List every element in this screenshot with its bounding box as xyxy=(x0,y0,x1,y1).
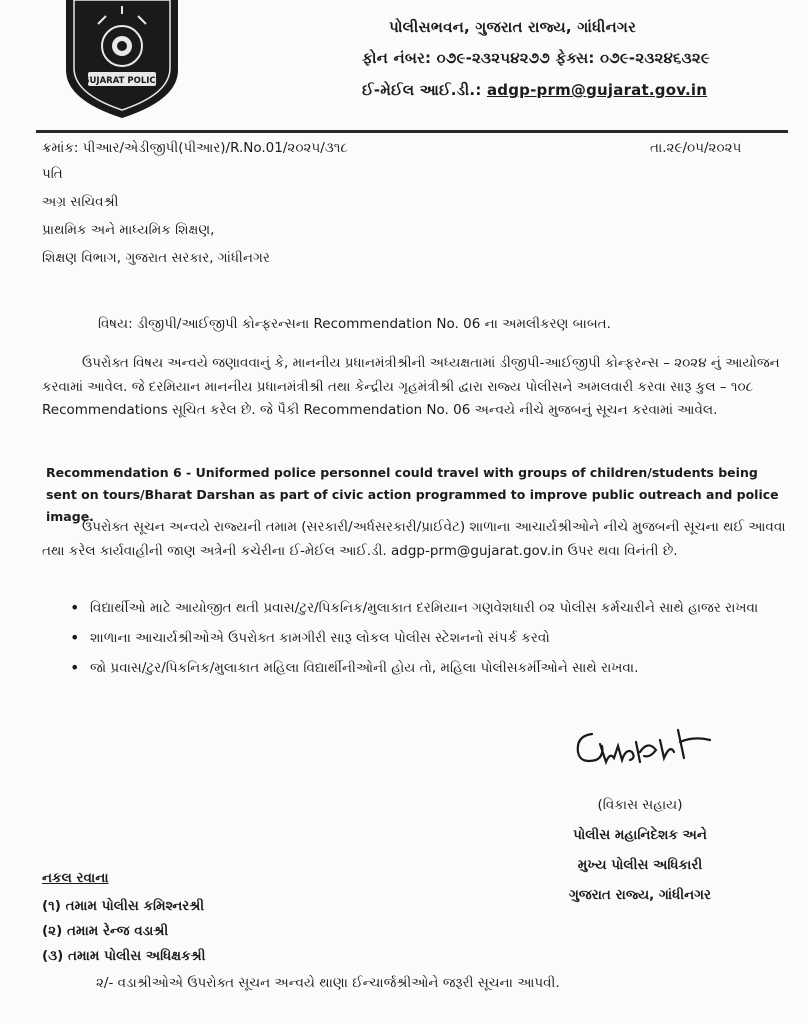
copies-note: ૨/- વડાશ્રીઓએ ઉપરોક્ત સૂચન અન્વયે થાણા ઈન્ચાર્જશ્રીઓને જરૂરી સૂચના આપવી. xyxy=(96,975,560,991)
instruction-list xyxy=(70,596,790,686)
recipient-prefix: પતિ xyxy=(42,166,63,182)
signatory-name: (વિકાસ સહાય) xyxy=(597,797,683,813)
instruction-item: • વિદ્યાર્થીઓ માટે આયોજીત થતી પ્રવાસ/ટુર/પિકનિક/મુલાકાત દરમિયાન ગણવેશધારી ૦૨ પોલીસ કર્મચારીને સાથે હાજર રાખવા xyxy=(70,596,790,620)
reference-number: ક્રમાંક: પીઆર/એડીજીપી(પીઆર)/R.No.01/૨૦૨૫/૩૧૮ xyxy=(42,140,348,156)
signatory-title: પોલીસ મહાનિદેશક અને xyxy=(573,827,707,843)
recipient-line: પ્રાથમિક અને માધ્યમિક શિક્ષણ, xyxy=(42,222,215,238)
body-paragraph-1 xyxy=(42,352,792,423)
handwritten-signature xyxy=(570,722,720,774)
logo-text: GUJARAT POLICE xyxy=(82,76,162,86)
header-email-link[interactable]: adgp-prm@gujarat.gov.in xyxy=(486,81,708,99)
instruction-item: • શાળાના આચાર્યશ્રીઓએ ઉપરોક્ત કામગીરી સારૂ લોકલ પોલીસ સ્ટેશનનો સંપર્ક કરવો xyxy=(70,626,790,650)
signature-block xyxy=(540,790,740,910)
email-label: ઈ-મેઈલ આઈ.ડી.: xyxy=(362,81,482,99)
body-paragraph-2 xyxy=(42,516,792,563)
paragraph-text: ઉપરોક્ત સૂચન અન્વયે રાજ્યની તમામ (સરકારી/અર્ધસરકારી/પ્રાઈવેટ) શાળાના આચાર્યશ્રીઓને નીચે મુજબની સૂચના થઈ આવવા તથા કરેલ કાર્યવાહીની જાણ અત્રેની કચેરીના ઈ-મેઈલ આઈ.ડી. adgp-prm@gujarat.gov.in ઉપર થવા વિનંતી છે. xyxy=(42,519,786,559)
header-phone-fax: ફોન નંબર: ૦૭૯-૨૩૨૫૪૨૭૭ ફેક્સ: ૦૭૯-૨૩૨૪૬૩૨૯ xyxy=(362,49,710,67)
copy-item: (૩) તમામ પોલીસ અધિક્ષકશ્રી xyxy=(42,948,206,964)
gujarat-police-logo xyxy=(58,0,186,118)
paragraph-text: ઉપરોક્ત વિષય અન્વયે જણાવવાનું કે, માનનીય પ્રધાનમંત્રીશ્રીની અધ્યક્ષતામાં ડીજીપી-આઈજીપી કોન્ફરન્સ – ૨૦૨૪ નું આયોજન કરવામાં આવેલ. જે દરમિયાન માનનીય પ્રધાનમંત્રીશ્રી તથા કેન્દ્રીય ગૃહમંત્રીશ્રી દ્વારા રાજ્ય પોલીસને અમલવારી કરવા સારૂ કુલ – ૧૦૮ Recommendations સૂચિત કરેલ છે. જે પૈકી Recommendation No. 06 અન્વયે નીચે મુજબનું સૂચન કરવામાં આવેલ. xyxy=(42,355,780,418)
header-address: પોલીસભવન, ગુજરાત રાજ્ય, ગાંધીનગર xyxy=(389,18,637,36)
recipient-line: શિક્ષણ વિભાગ, ગુજરાત સરકાર, ગાંધીનગર xyxy=(42,250,270,266)
signatory-title: મુખ્ય પોલીસ અધિકારી xyxy=(577,857,703,873)
copy-item: (૧) તમામ પોલીસ કમિશ્નરશ્રી xyxy=(42,898,205,914)
instruction-item: • જો પ્રવાસ/ટુર/પિકનિક/મુલાકાત મહિલા વિદ્યાર્થીનીઓની હોય તો, મહિલા પોલીસકર્મીઓને સાથે રાખવા. xyxy=(70,656,790,680)
header-divider xyxy=(36,130,788,133)
copy-item: (૨) તમામ રેન્જ વડાશ્રી xyxy=(42,923,169,939)
header-email-line xyxy=(362,81,707,99)
recommendation-text: Recommendation 6 - Uniformed police personnel could travel with groups of children/students being sent on tours/Bharat Darshan as part of civic action programmed to improve public outreach and police image. xyxy=(46,465,779,524)
copies-heading: નકલ રવાના xyxy=(42,870,109,886)
letter-subject: વિષય: ડીજીપી/આઈજીપી કોન્ફરન્સના Recommendation No. 06 ના અમલીકરણ બાબત. xyxy=(98,316,611,332)
signatory-title: ગુજરાત રાજ્ય, ગાંધીનગર xyxy=(569,887,711,903)
recipient-line: અગ્ર સચિવશ્રી xyxy=(42,194,119,210)
letter-date: તા.૨૯/૦૫/૨૦૨૫ xyxy=(650,140,742,156)
